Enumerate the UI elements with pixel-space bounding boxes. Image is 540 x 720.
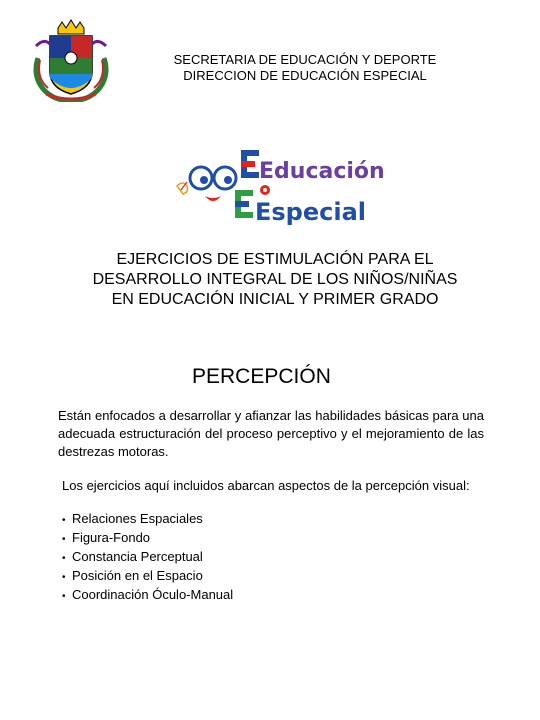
list-item: • Figura-Fondo xyxy=(62,529,233,548)
document-title xyxy=(60,250,490,310)
bullet-icon: • xyxy=(62,553,66,564)
section-heading-percepcion: PERCEPCIÓN xyxy=(192,365,331,388)
list-item: • Relaciones Espaciales xyxy=(62,510,233,529)
title-line-3: EN EDUCACIÓN INICIAL Y PRIMER GRADO xyxy=(111,291,439,308)
perception-aspects-list xyxy=(62,510,233,605)
title-line-2: DESARROLLO INTEGRAL DE LOS NIÑOS/NIÑAS xyxy=(92,271,458,288)
educacion-especial-logo xyxy=(175,140,405,230)
header-line-direccion: DIRECCION DE EDUCACIÓN ESPECIAL xyxy=(183,68,427,83)
pencil-hand-icon xyxy=(177,182,188,194)
bullet-icon: • xyxy=(62,515,66,526)
bullet-icon: • xyxy=(62,534,66,545)
list-item: • Constancia Perceptual xyxy=(62,548,233,567)
bullet-icon: • xyxy=(62,572,66,583)
intro-paragraph: Están enfocados a desarrollar y afianzar las habilidades básicas para una adecuada estructuración del proceso perceptivo y el mejoramiento de las destrezas motoras. xyxy=(58,408,484,459)
header-line-secretaria: SECRETARIA DE EDUCACIÓN Y DEPORTE xyxy=(173,52,437,67)
scope-paragraph: Los ejercicios aquí incluidos abarcan aspectos de la percepción visual: xyxy=(62,478,470,493)
title-line-1: EJERCICIOS DE ESTIMULACIÓN PARA EL xyxy=(116,251,434,268)
list-item: • Posición en el Espacio xyxy=(62,567,233,586)
glasses-face-icon xyxy=(190,167,236,201)
bullet-icon: • xyxy=(62,591,66,602)
list-item: • Coordinación Óculo-Manual xyxy=(62,586,233,605)
logo-word-especial: Especial xyxy=(255,198,367,226)
state-seal-emblem xyxy=(30,18,112,102)
logo-word-educacion: Educación xyxy=(259,159,385,184)
